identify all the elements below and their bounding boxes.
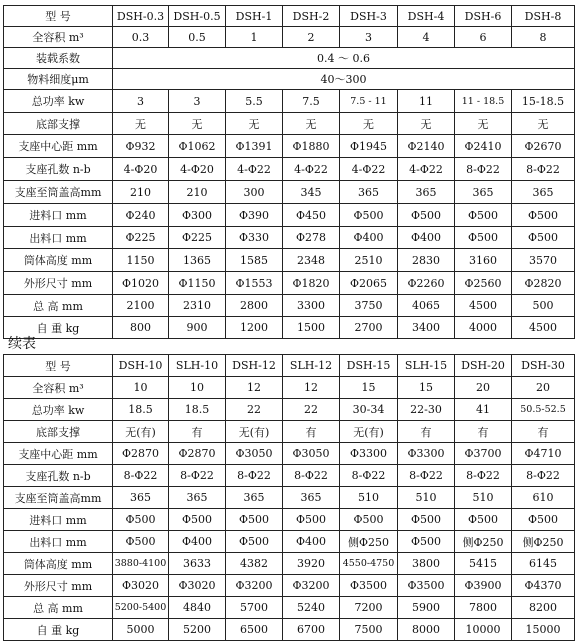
table-cell: 5240 (283, 597, 340, 619)
table-cell: 8 (512, 27, 575, 48)
table-row (4, 377, 575, 399)
table-cell: Φ2560 (455, 272, 512, 295)
table-cell: 有 (283, 421, 340, 443)
table-cell: 2800 (226, 295, 283, 317)
table-cell: SLH-10 (169, 355, 226, 377)
row-label: 支座至筒盖高mm (4, 487, 113, 509)
table-cell: Φ500 (455, 227, 512, 249)
table-cell: 无 (455, 113, 512, 135)
row-label: 总 高 mm (4, 597, 113, 619)
table-cell: 800 (113, 317, 169, 339)
table-cell: Φ500 (226, 509, 283, 531)
table-cell: 30-34 (340, 399, 398, 421)
table-cell: Φ1391 (226, 135, 283, 158)
table-cell: 4500 (455, 295, 512, 317)
table-cell: 7500 (340, 619, 398, 641)
table-cell: 2310 (169, 295, 226, 317)
table-cell: Φ1020 (113, 272, 169, 295)
table-cell: 8-Φ22 (113, 465, 169, 487)
table-cell: 2510 (340, 249, 398, 272)
table-cell: 210 (169, 181, 226, 204)
row-label: 底部支撑 (4, 113, 113, 135)
table-cell: 有 (398, 421, 455, 443)
table-cell: Φ225 (113, 227, 169, 249)
table-cell: Φ3020 (113, 575, 169, 597)
row-label: 总功率 kw (4, 399, 113, 421)
table-cell: 900 (169, 317, 226, 339)
table-cell: DSH-8 (512, 6, 575, 27)
row-label: 自 重 kg (4, 317, 113, 339)
table-cell: Φ400 (398, 227, 455, 249)
table-cell: DSH-1 (226, 6, 283, 27)
table-cell: Φ278 (283, 227, 340, 249)
table-cell: 1200 (226, 317, 283, 339)
table-cell: Φ3500 (398, 575, 455, 597)
table-cell: 5900 (398, 597, 455, 619)
table-cell: 365 (283, 487, 340, 509)
table-cell: 8-Φ22 (283, 465, 340, 487)
table-row (4, 399, 575, 421)
table-cell: 10 (169, 377, 226, 399)
table-cell: Φ3500 (340, 575, 398, 597)
table-cell: DSH-10 (113, 355, 169, 377)
table-cell: 3 (340, 27, 398, 48)
table-cell: 6 (455, 27, 512, 48)
table-cell: Φ932 (113, 135, 169, 158)
table-cell: 15-18.5 (512, 90, 575, 113)
table-cell: Φ390 (226, 204, 283, 227)
table-cell: Φ1553 (226, 272, 283, 295)
table-cell: Φ3300 (398, 443, 455, 465)
table-cell: 1150 (113, 249, 169, 272)
table-cell: Φ1150 (169, 272, 226, 295)
table-cell: DSH-30 (512, 355, 575, 377)
row-label: 型 号 (4, 355, 113, 377)
table-cell: Φ3200 (226, 575, 283, 597)
table-row (4, 69, 575, 90)
table-cell: DSH-6 (455, 6, 512, 27)
table-row (4, 619, 575, 641)
table-cell: DSH-2 (283, 6, 340, 27)
table-cell: 3300 (283, 295, 340, 317)
table-row (4, 553, 575, 575)
table-cell: DSH-0.5 (169, 6, 226, 27)
table-cell: 1365 (169, 249, 226, 272)
table-row (4, 509, 575, 531)
table-cell: 1585 (226, 249, 283, 272)
table-cell: Φ2065 (340, 272, 398, 295)
table-cell: 365 (455, 181, 512, 204)
table-cell: 50.5-52.5 (512, 399, 575, 421)
table-cell: 侧Φ250 (340, 531, 398, 553)
table-cell: 7.5 - 11 (340, 90, 398, 113)
table-cell: 8-Φ22 (512, 158, 575, 181)
table-cell: 18.5 (169, 399, 226, 421)
table-cell: 无(有) (340, 421, 398, 443)
table-cell: 3750 (340, 295, 398, 317)
table-row (4, 135, 575, 158)
row-label: 出料口 mm (4, 531, 113, 553)
table-row (4, 27, 575, 48)
table-cell: Φ2870 (169, 443, 226, 465)
table-cell: 22-30 (398, 399, 455, 421)
table-cell: Φ3300 (340, 443, 398, 465)
table-cell: Φ2260 (398, 272, 455, 295)
table-cell: 4550-4750 (340, 553, 398, 575)
row-label: 支座中心距 mm (4, 443, 113, 465)
table-cell: 22 (283, 399, 340, 421)
table-cell: 5415 (455, 553, 512, 575)
table-cell: 5200 (169, 619, 226, 641)
table-cell: Φ2140 (398, 135, 455, 158)
table-cell: 300 (226, 181, 283, 204)
table-cell: 2830 (398, 249, 455, 272)
table-cell: 6500 (226, 619, 283, 641)
table-cell: 8-Φ22 (340, 465, 398, 487)
table-cell: DSH-20 (455, 355, 512, 377)
table-cell: 5.5 (226, 90, 283, 113)
table-cell: DSH-0.3 (113, 6, 169, 27)
table-cell: 4840 (169, 597, 226, 619)
table-row (4, 531, 575, 553)
table-cell: 18.5 (113, 399, 169, 421)
table-cell: 3 (169, 90, 226, 113)
table-cell: 0.5 (169, 27, 226, 48)
table-cell: Φ500 (398, 509, 455, 531)
table-cell: 1500 (283, 317, 340, 339)
table-cell: 3633 (169, 553, 226, 575)
row-label: 筒体高度 mm (4, 249, 113, 272)
table-cell: Φ1062 (169, 135, 226, 158)
table-cell: 610 (512, 487, 575, 509)
table-cell: 无 (512, 113, 575, 135)
table-cell: DSH-12 (226, 355, 283, 377)
table-cell: Φ500 (340, 509, 398, 531)
table-cell: 15000 (512, 619, 575, 641)
table-cell: 6700 (283, 619, 340, 641)
row-label: 底部支撑 (4, 421, 113, 443)
table-cell: 8200 (512, 597, 575, 619)
table-cell: 2348 (283, 249, 340, 272)
table-row (4, 90, 575, 113)
table-cell: 345 (283, 181, 340, 204)
table-cell: 无 (169, 113, 226, 135)
table-cell: 有 (169, 421, 226, 443)
table-cell: 365 (340, 181, 398, 204)
table-cell: Φ400 (169, 531, 226, 553)
row-label: 物料细度μm (4, 69, 113, 90)
table-cell: 4-Φ22 (283, 158, 340, 181)
table-cell: 8-Φ22 (169, 465, 226, 487)
row-label: 支座孔数 n-b (4, 465, 113, 487)
row-label: 进料口 mm (4, 204, 113, 227)
table-cell: 有 (455, 421, 512, 443)
table-cell: 4-Φ22 (226, 158, 283, 181)
table-cell: 510 (398, 487, 455, 509)
row-label: 出料口 mm (4, 227, 113, 249)
row-label: 外形尺寸 mm (4, 575, 113, 597)
table-cell: 41 (455, 399, 512, 421)
table-cell: 1 (226, 27, 283, 48)
table-cell: 无 (283, 113, 340, 135)
table-cell: Φ3900 (455, 575, 512, 597)
table-cell: Φ500 (512, 509, 575, 531)
table-cell: 12 (283, 377, 340, 399)
table-row (4, 487, 575, 509)
table-cell: 4382 (226, 553, 283, 575)
table-cell: Φ500 (455, 509, 512, 531)
table-row (4, 48, 575, 69)
row-label: 型 号 (4, 6, 113, 27)
table-cell: 8-Φ22 (455, 158, 512, 181)
table-cell: Φ300 (169, 204, 226, 227)
row-label: 筒体高度 mm (4, 553, 113, 575)
table-cell: 3570 (512, 249, 575, 272)
table-cell: 3400 (398, 317, 455, 339)
table-cell: 2100 (113, 295, 169, 317)
table-cell: 8-Φ22 (398, 465, 455, 487)
table-cell: Φ400 (283, 531, 340, 553)
table-cell: Φ3050 (283, 443, 340, 465)
row-label: 全容积 m³ (4, 377, 113, 399)
table-row (4, 204, 575, 227)
table-cell: Φ3050 (226, 443, 283, 465)
table-cell: 无 (113, 113, 169, 135)
table-cell: 侧Φ250 (455, 531, 512, 553)
table-cell: Φ2820 (512, 272, 575, 295)
row-label: 进料口 mm (4, 509, 113, 531)
table-cell: 510 (340, 487, 398, 509)
row-label: 全容积 m³ (4, 27, 113, 48)
table-row (4, 465, 575, 487)
table-cell: 3160 (455, 249, 512, 272)
spanning-cell: 40～300 (113, 69, 575, 90)
table-cell: 365 (512, 181, 575, 204)
table-cell: 5000 (113, 619, 169, 641)
table-cell: Φ2870 (113, 443, 169, 465)
table-row (4, 443, 575, 465)
table-cell: 无 (340, 113, 398, 135)
table-cell: DSH-15 (340, 355, 398, 377)
table-cell: Φ3020 (169, 575, 226, 597)
table-cell: 4 (398, 27, 455, 48)
table-cell: 4-Φ22 (398, 158, 455, 181)
table-cell: 2 (283, 27, 340, 48)
table-cell: 510 (455, 487, 512, 509)
table-cell: DSH-3 (340, 6, 398, 27)
table-row (4, 421, 575, 443)
table-cell: 7.5 (283, 90, 340, 113)
table-cell: 有 (512, 421, 575, 443)
table-cell: Φ1820 (283, 272, 340, 295)
table-row (4, 6, 575, 27)
table-cell: DSH-4 (398, 6, 455, 27)
table-cell: Φ500 (226, 531, 283, 553)
table-cell: 365 (113, 487, 169, 509)
table-cell: 无 (398, 113, 455, 135)
table-cell: 3880-4100 (113, 553, 169, 575)
table-cell: Φ500 (398, 531, 455, 553)
table-cell: Φ2670 (512, 135, 575, 158)
table-row (4, 181, 575, 204)
table-cell: 8-Φ22 (226, 465, 283, 487)
table-row (4, 227, 575, 249)
table-cell: 500 (512, 295, 575, 317)
table-row (4, 249, 575, 272)
table-row (4, 272, 575, 295)
table-cell: Φ500 (512, 227, 575, 249)
table-cell: 22 (226, 399, 283, 421)
table-cell: 8000 (398, 619, 455, 641)
table-cell: 7200 (340, 597, 398, 619)
table-cell: Φ1880 (283, 135, 340, 158)
table-row (4, 597, 575, 619)
table-cell: 20 (455, 377, 512, 399)
table-cell: Φ500 (113, 531, 169, 553)
table-cell: Φ500 (113, 509, 169, 531)
table-cell: Φ240 (113, 204, 169, 227)
table-cell: 8-Φ22 (512, 465, 575, 487)
table-cell: Φ400 (340, 227, 398, 249)
table-cell: Φ2410 (455, 135, 512, 158)
continued-label: 续表 (8, 336, 36, 352)
table-cell: SLH-15 (398, 355, 455, 377)
spanning-cell: 0.4 ～ 0.6 (113, 48, 575, 69)
table-cell: 210 (113, 181, 169, 204)
table-cell: 0.3 (113, 27, 169, 48)
table-cell: 10000 (455, 619, 512, 641)
table-cell: 2700 (340, 317, 398, 339)
table-cell: Φ500 (169, 509, 226, 531)
table-cell: 4-Φ20 (113, 158, 169, 181)
table-cell: 15 (340, 377, 398, 399)
table-cell: Φ330 (226, 227, 283, 249)
table-cell: 8-Φ22 (455, 465, 512, 487)
table-cell: Φ3200 (283, 575, 340, 597)
table-cell: 侧Φ250 (512, 531, 575, 553)
table-cell: 11 (398, 90, 455, 113)
table-row (4, 355, 575, 377)
table-cell: 10 (113, 377, 169, 399)
row-label: 支座孔数 n-b (4, 158, 113, 181)
table-cell: 无 (226, 113, 283, 135)
table-cell: 4000 (455, 317, 512, 339)
table-row (4, 113, 575, 135)
table-cell: 365 (169, 487, 226, 509)
table-cell: 365 (226, 487, 283, 509)
table-cell: Φ500 (512, 204, 575, 227)
row-label: 支座中心距 mm (4, 135, 113, 158)
table-cell: 3920 (283, 553, 340, 575)
table-cell: 6145 (512, 553, 575, 575)
table-cell: 12 (226, 377, 283, 399)
spec-table-main (3, 5, 575, 339)
table-row (4, 158, 575, 181)
table-cell: SLH-12 (283, 355, 340, 377)
table-cell: 11 - 18.5 (455, 90, 512, 113)
row-label: 装载系数 (4, 48, 113, 69)
row-label: 总功率 kw (4, 90, 113, 113)
table-cell: 3800 (398, 553, 455, 575)
table-cell: Φ4370 (512, 575, 575, 597)
table-cell: Φ3700 (455, 443, 512, 465)
table-cell: Φ500 (340, 204, 398, 227)
table-cell: Φ500 (398, 204, 455, 227)
table-cell: 5200-5400 (113, 597, 169, 619)
row-label: 外形尺寸 mm (4, 272, 113, 295)
row-label: 支座至筒盖高mm (4, 181, 113, 204)
table-cell: Φ500 (283, 509, 340, 531)
table-row (4, 317, 575, 339)
table-cell: 4500 (512, 317, 575, 339)
table-cell: 365 (398, 181, 455, 204)
table-cell: 无(有) (226, 421, 283, 443)
table-row (4, 575, 575, 597)
table-cell: 4-Φ22 (340, 158, 398, 181)
table-cell: 3 (113, 90, 169, 113)
table-cell: 无(有) (113, 421, 169, 443)
table-row (4, 295, 575, 317)
table-cell: 5700 (226, 597, 283, 619)
table-cell: 15 (398, 377, 455, 399)
table-cell: 20 (512, 377, 575, 399)
row-label: 自 重 kg (4, 619, 113, 641)
table-cell: Φ4710 (512, 443, 575, 465)
table-cell: 7800 (455, 597, 512, 619)
table-cell: 4-Φ20 (169, 158, 226, 181)
table-cell: Φ450 (283, 204, 340, 227)
table-cell: 4065 (398, 295, 455, 317)
row-label: 总 高 mm (4, 295, 113, 317)
table-cell: Φ225 (169, 227, 226, 249)
table-cell: Φ1945 (340, 135, 398, 158)
table-cell: Φ500 (455, 204, 512, 227)
spec-table-continued (3, 354, 575, 641)
